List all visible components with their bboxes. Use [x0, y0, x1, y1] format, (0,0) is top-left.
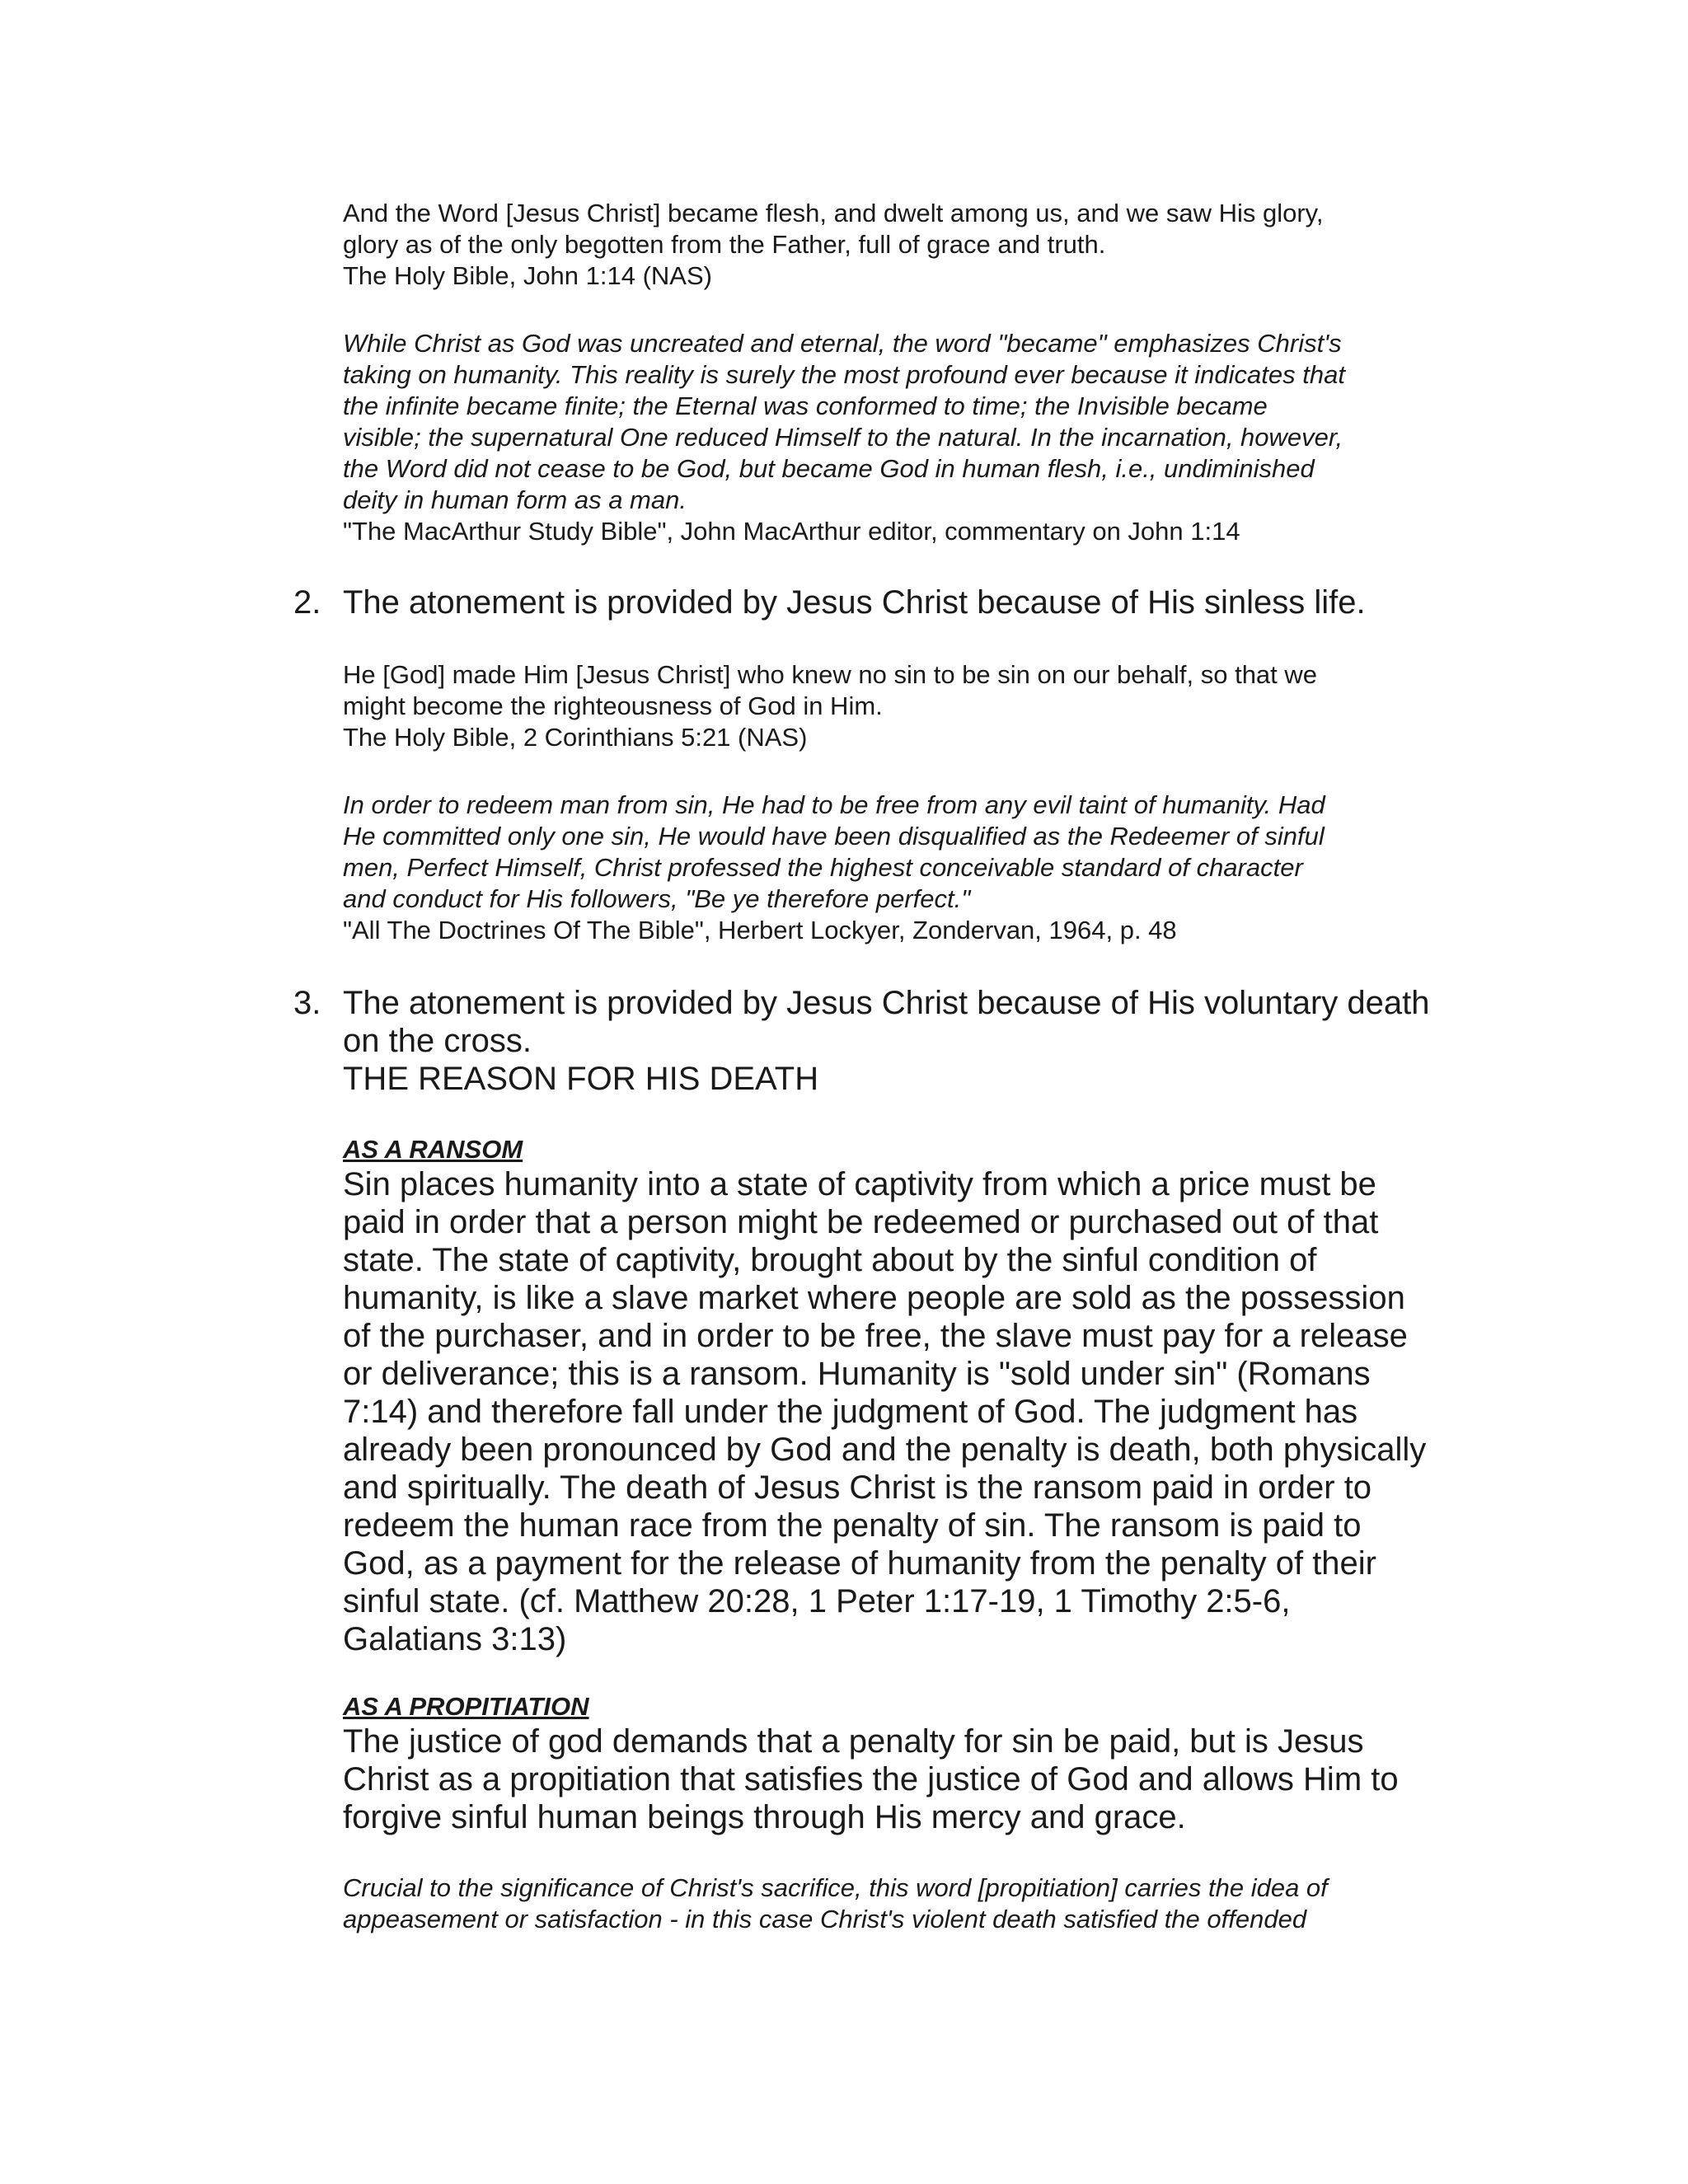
body-line: or deliverance; this is a ransom. Humanity is "sold under sin" (Romans: [343, 1356, 1371, 1392]
commentary-line: the Word did not cease to be God, but became God in human flesh, i.e., undiminished: [343, 454, 1315, 483]
quote-line: And the Word [Jesus Christ] became flesh, and dwelt among us, and we saw His glory,: [343, 199, 1324, 227]
body-line: and spiritually. The death of Jesus Christ is the ransom paid in order to: [343, 1469, 1372, 1506]
body-line: forgive sinful human beings through His mercy and grace.: [343, 1799, 1186, 1835]
section-ransom: [343, 1134, 1464, 1658]
section-heading-propitiation: AS A PROPITIATION: [343, 1692, 589, 1721]
quote-line: might become the righteousness of God in Him.: [343, 691, 883, 720]
commentary-line: and conduct for His followers, "Be ye therefore perfect.": [343, 884, 971, 913]
list-item-text: The atonement is provided by Jesus Christ because of His sinless life.: [343, 584, 1366, 621]
body-line: 7:14) and therefore fall under the judgment of God. The judgment has: [343, 1394, 1358, 1430]
commentary-line: taking on humanity. This reality is surely the most profound ever because it indicates that: [343, 360, 1345, 389]
commentary-line: deity in human form as a man.: [343, 485, 687, 514]
list-item-text: The atonement is provided by Jesus Christ because of His voluntary death: [343, 985, 1430, 1021]
scripture-quote-john-1-14: [343, 198, 1464, 292]
quote-source: The Holy Bible, 2 Corinthians 5:21 (NAS): [343, 723, 808, 752]
body-line: of the purchaser, and in order to be free, the slave must pay for a release: [343, 1318, 1408, 1354]
commentary-lockyer: [343, 790, 1464, 946]
commentary-line: Crucial to the significance of Christ's sacrifice, this word [propitiation] carries the idea of: [343, 1873, 1328, 1902]
section-title: THE REASON FOR HIS DEATH: [343, 1061, 819, 1097]
list-item-2: [343, 583, 1464, 621]
body-line: The justice of god demands that a penalty for sin be paid, but is Jesus: [343, 1723, 1364, 1760]
section-heading-ransom: AS A RANSOM: [343, 1135, 523, 1164]
body-line: Christ as a propitiation that satisfies the justice of God and allows Him to: [343, 1761, 1399, 1797]
commentary-line: men, Perfect Himself, Christ professed the highest conceivable standard of character: [343, 853, 1303, 882]
body-line: sinful state. (cf. Matthew 20:28, 1 Peter 1:17-19, 1 Timothy 2:5-6,: [343, 1583, 1291, 1619]
commentary-line: In order to redeem man from sin, He had to be free from any evil taint of humanity. Had: [343, 790, 1325, 819]
quote-source: The Holy Bible, John 1:14 (NAS): [343, 261, 712, 290]
body-line: Galatians 3:13): [343, 1621, 567, 1657]
commentary-line: the infinite became finite; the Eternal was conformed to time; the Invisible became: [343, 391, 1268, 420]
list-number-2: 2.: [293, 584, 321, 621]
quote-line: He [God] made Him [Jesus Christ] who knew no sin to be sin on our behalf, so that we: [343, 660, 1318, 689]
body-line: Sin places humanity into a state of captivity from which a price must be: [343, 1166, 1376, 1202]
ransom-body: [343, 1165, 1464, 1658]
commentary-macarthur: [343, 328, 1464, 547]
commentary-propitiation: [343, 1872, 1464, 1935]
body-line: redeem the human race from the penalty of sin. The ransom is paid to: [343, 1507, 1362, 1544]
body-line: already been pronounced by God and the penalty is death, both physically: [343, 1432, 1427, 1468]
list-item-3: [343, 984, 1464, 1098]
quote-line: glory as of the only begotten from the Father, full of grace and truth.: [343, 230, 1106, 259]
propitiation-body: [343, 1722, 1464, 1836]
list-number-3: 3.: [293, 985, 321, 1021]
body-line: humanity, is like a slave market where people are sold as the possession: [343, 1280, 1405, 1316]
body-line: paid in order that a person might be redeemed or purchased out of that: [343, 1204, 1379, 1240]
commentary-line: While Christ as God was uncreated and eternal, the word "became" emphasizes Christ's: [343, 329, 1342, 358]
list-item-text: on the cross.: [343, 1023, 532, 1059]
body-line: God, as a payment for the release of humanity from the penalty of their: [343, 1545, 1377, 1582]
commentary-line: visible; the supernatural One reduced Himself to the natural. In the incarnation, however,: [343, 423, 1343, 452]
commentary-line: He committed only one sin, He would have been disqualified as the Redeemer of sinful: [343, 822, 1325, 851]
section-propitiation: [343, 1691, 1464, 1836]
commentary-line: appeasement or satisfaction - in this case Christ's violent death satisfied the offended: [343, 1905, 1307, 1933]
commentary-source: "All The Doctrines Of The Bible", Herbert Lockyer, Zondervan, 1964, p. 48: [343, 916, 1177, 944]
body-line: state. The state of captivity, brought about by the sinful condition of: [343, 1242, 1317, 1278]
commentary-source: "The MacArthur Study Bible", John MacArthur editor, commentary on John 1:14: [343, 517, 1240, 546]
scripture-quote-2-corinthians: [343, 659, 1464, 753]
